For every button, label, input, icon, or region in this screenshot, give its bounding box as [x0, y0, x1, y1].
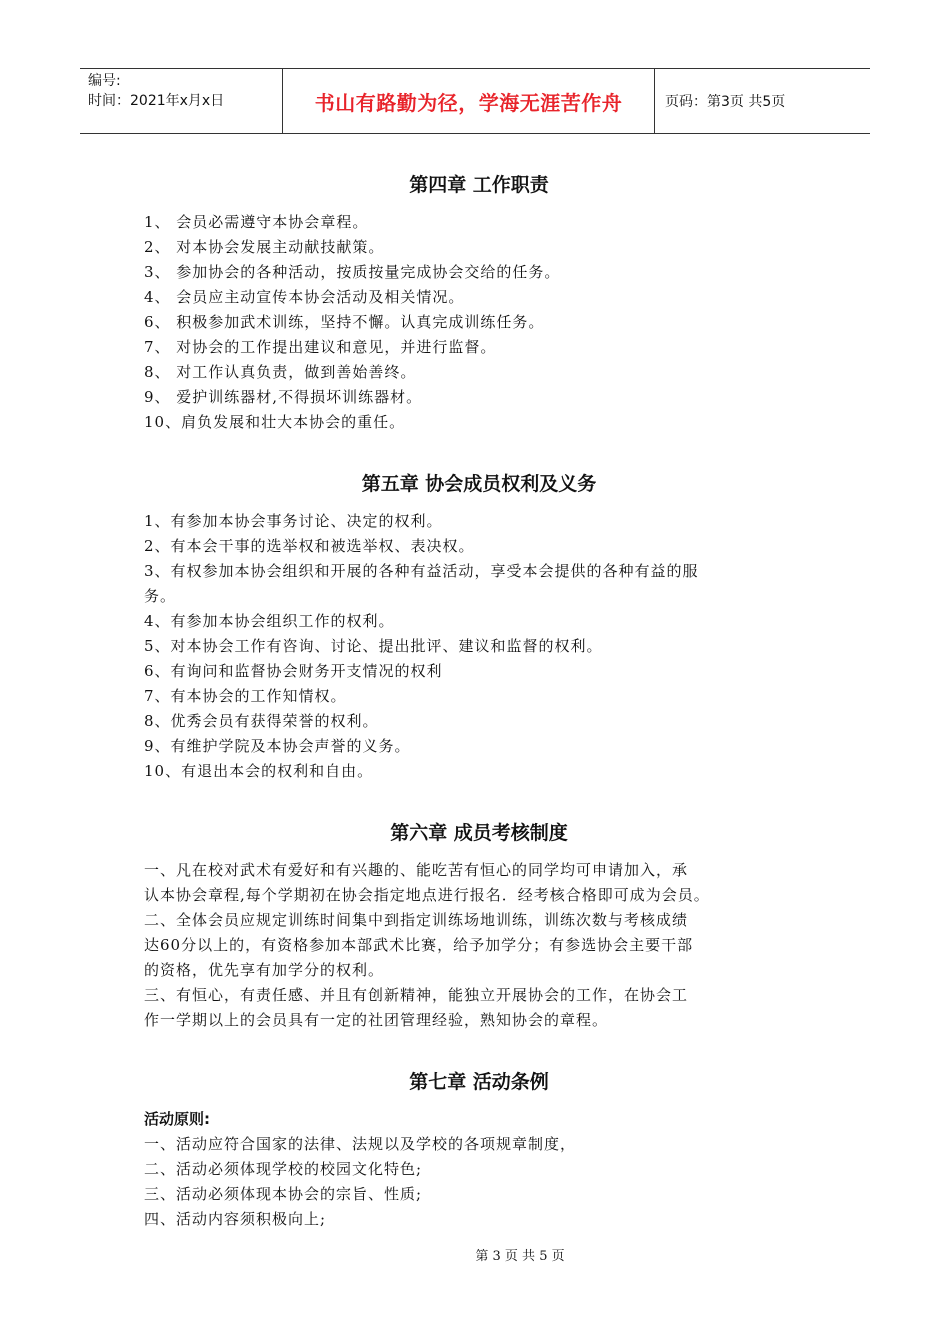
- chapter-7-subheading: 活动原则:: [144, 1110, 210, 1128]
- list-item: 2、 对本协会发展主动献技献策。: [144, 238, 385, 256]
- chapter-7-title: 第七章 活动条例: [409, 1071, 549, 1093]
- paragraph-line: 的资格，优先享有加学分的权利。: [144, 961, 385, 979]
- list-item: 4、有参加本协会组织工作的权利。: [144, 612, 395, 630]
- list-item: 6、 积极参加武术训练，坚持不懈。认真完成训练任务。: [144, 313, 545, 331]
- list-item: 8、 对工作认真负责，做到善始善终。: [144, 363, 417, 381]
- list-item: 8、优秀会员有获得荣誉的权利。: [144, 712, 379, 730]
- list-item: 7、 对协会的工作提出建议和意见，并进行监督。: [144, 338, 497, 356]
- header-motto: 书山有路勤为径，学海无涯苦作舟: [314, 90, 623, 115]
- list-item: 6、有询问和监督协会财务开支情况的权利: [144, 662, 443, 680]
- header-motto-cell: [283, 69, 655, 133]
- document-number-label: 编号:: [88, 73, 121, 89]
- paragraph-line: 达60分以上的，有资格参加本部武术比赛，给予加学分；有参选协会主要干部: [144, 936, 694, 954]
- chapter-6-list: [144, 858, 814, 1033]
- header-page-info: 页码：第3页 共5页: [665, 94, 786, 110]
- paragraph-line: 一、凡在校对武术有爱好和有兴趣的、能吃苦有恒心的同学均可申请加入，承: [144, 861, 689, 879]
- paragraph-line: 三、有恒心，有责任感、并且有创新精神，能独立开展协会的工作，在协会工: [144, 986, 689, 1004]
- header-page-cell: [655, 69, 870, 133]
- page-header: [80, 68, 870, 134]
- list-item: 4、 会员应主动宣传本协会活动及相关情况。: [144, 288, 465, 306]
- chapter-7-list: [144, 1132, 814, 1232]
- document-body: [144, 168, 814, 1232]
- list-item: 2、有本会干事的选举权和被选举权、表决权。: [144, 537, 475, 555]
- paragraph-line: 作一学期以上的会员具有一定的社团管理经验，熟知协会的章程。: [144, 1011, 609, 1029]
- list-item: 3、有权参加本协会组织和开展的各种有益活动，享受本会提供的各种有益的服: [144, 562, 699, 580]
- list-item: 1、 会员必需遵守本协会章程。: [144, 213, 369, 231]
- list-item: 10、有退出本会的权利和自由。: [144, 762, 374, 780]
- list-item: 5、对本协会工作有咨询、讨论、提出批评、建议和监督的权利。: [144, 637, 603, 655]
- chapter-5-list: [144, 509, 814, 784]
- header-meta: [80, 69, 283, 133]
- list-item: 7、有本协会的工作知情权。: [144, 687, 347, 705]
- chapter-5-title: 第五章 协会成员权利及义务: [361, 473, 597, 495]
- chapter-4-title: 第四章 工作职责: [409, 174, 549, 196]
- document-date-label: 时间：2021年x月x日: [88, 93, 225, 109]
- list-item: 9、 爱护训练器材,不得损坏训练器材。: [144, 388, 423, 406]
- page-footer: 第 3 页 共 5 页: [475, 1249, 565, 1264]
- list-item: 1、有参加本协会事务讨论、决定的权利。: [144, 512, 443, 530]
- list-item: 务。: [144, 587, 177, 605]
- paragraph-line: 认本协会章程,每个学期初在协会指定地点进行报名．经考核合格即可成为会员。: [144, 886, 710, 904]
- list-item: 10、肩负发展和壮大本协会的重任。: [144, 413, 406, 431]
- list-item: 3、 参加协会的各种活动，按质按量完成协会交给的任务。: [144, 263, 561, 281]
- paragraph-line: 二、全体会员应规定训练时间集中到指定训练场地训练，训练次数与考核成绩: [144, 911, 689, 929]
- list-item: 一、活动应符合国家的法律、法规以及学校的各项规章制度，: [144, 1135, 577, 1153]
- list-item: 三、活动必须体现本协会的宗旨、性质;: [144, 1185, 423, 1203]
- list-item: 二、活动必须体现学校的校园文化特色;: [144, 1160, 423, 1178]
- chapter-4-list: [144, 210, 814, 435]
- list-item: 四、活动内容须积极向上;: [144, 1210, 327, 1228]
- chapter-6-title: 第六章 成员考核制度: [390, 822, 568, 844]
- list-item: 9、有维护学院及本协会声誉的义务。: [144, 737, 411, 755]
